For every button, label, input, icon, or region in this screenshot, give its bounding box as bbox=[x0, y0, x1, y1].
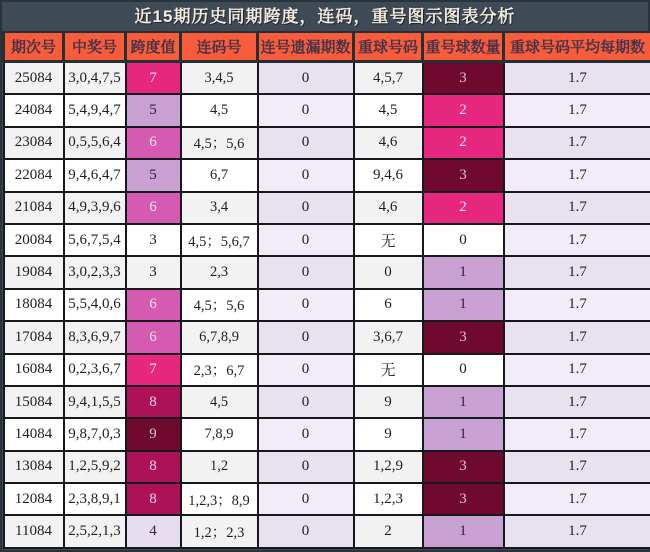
cell-span: 6 bbox=[126, 321, 181, 353]
cell-lianma: 4,5 bbox=[181, 386, 258, 418]
cell-win: 8,3,6,9,7 bbox=[64, 321, 126, 353]
cell-lianma: 2,3；6,7 bbox=[181, 354, 258, 386]
cell-win: 1,2,5,9,2 bbox=[64, 451, 126, 483]
cell-period: 25084 bbox=[4, 62, 64, 95]
cell-period: 17084 bbox=[4, 321, 64, 353]
cell-win: 3,0,2,3,3 bbox=[64, 256, 126, 288]
cell-period: 13084 bbox=[4, 451, 64, 483]
cell-miss: 0 bbox=[258, 418, 354, 450]
cell-avg: 1.7 bbox=[504, 127, 650, 159]
table-row bbox=[4, 321, 650, 353]
table-row bbox=[4, 354, 650, 386]
table-row bbox=[4, 62, 650, 95]
cell-win: 2,3,8,9,1 bbox=[64, 483, 126, 515]
cell-period: 14084 bbox=[4, 418, 64, 450]
cell-repeat: 1,2,9 bbox=[354, 451, 423, 483]
cell-avg: 1.7 bbox=[504, 192, 650, 224]
cell-miss: 0 bbox=[258, 224, 354, 256]
page-title: 近15期历史同期跨度，连码，重号图示图表分析 bbox=[2, 2, 648, 31]
cell-repeat: 9 bbox=[354, 386, 423, 418]
cell-repeat: 9 bbox=[354, 418, 423, 450]
cell-repeat_count: 2 bbox=[423, 127, 504, 159]
cell-win: 2,5,2,1,3 bbox=[64, 515, 126, 547]
cell-repeat: 1,2,3 bbox=[354, 483, 423, 515]
cell-win: 5,4,9,4,7 bbox=[64, 94, 126, 126]
table-row bbox=[4, 256, 650, 288]
cell-period: 12084 bbox=[4, 483, 64, 515]
cell-avg: 1.7 bbox=[504, 159, 650, 191]
cell-repeat: 9,4,6 bbox=[354, 159, 423, 191]
cell-miss: 0 bbox=[258, 256, 354, 288]
cell-lianma: 1,2 bbox=[181, 451, 258, 483]
table-row bbox=[4, 192, 650, 224]
cell-avg: 1.7 bbox=[504, 321, 650, 353]
cell-avg: 1.7 bbox=[504, 224, 650, 256]
cell-period: 24084 bbox=[4, 94, 64, 126]
table-row bbox=[4, 224, 650, 256]
cell-period: 22084 bbox=[4, 159, 64, 191]
table-row bbox=[4, 418, 650, 450]
cell-repeat_count: 1 bbox=[423, 386, 504, 418]
column-header-miss: 连号遗漏期数 bbox=[258, 32, 354, 62]
cell-miss: 0 bbox=[258, 451, 354, 483]
table-row bbox=[4, 483, 650, 515]
cell-win: 9,4,1,5,5 bbox=[64, 386, 126, 418]
header-row bbox=[4, 32, 650, 62]
cell-repeat_count: 1 bbox=[423, 515, 504, 547]
cell-win: 5,6,7,5,4 bbox=[64, 224, 126, 256]
cell-repeat_count: 1 bbox=[423, 418, 504, 450]
cell-repeat: 无 bbox=[354, 354, 423, 386]
cell-period: 23084 bbox=[4, 127, 64, 159]
cell-win: 9,4,6,4,7 bbox=[64, 159, 126, 191]
column-header-lianma: 连码号 bbox=[181, 32, 258, 62]
cell-win: 0,5,5,6,4 bbox=[64, 127, 126, 159]
cell-repeat: 2 bbox=[354, 515, 423, 547]
cell-repeat_count: 0 bbox=[423, 354, 504, 386]
cell-period: 20084 bbox=[4, 224, 64, 256]
cell-span: 5 bbox=[126, 159, 181, 191]
table-row bbox=[4, 386, 650, 418]
cell-repeat: 4,6 bbox=[354, 192, 423, 224]
cell-lianma: 1,2,3；8,9 bbox=[181, 483, 258, 515]
analysis-table bbox=[2, 31, 650, 549]
cell-miss: 0 bbox=[258, 321, 354, 353]
cell-avg: 1.7 bbox=[504, 386, 650, 418]
cell-span: 8 bbox=[126, 451, 181, 483]
cell-miss: 0 bbox=[258, 94, 354, 126]
column-header-repeat_count: 重号球数量 bbox=[423, 32, 504, 62]
cell-miss: 0 bbox=[258, 289, 354, 321]
cell-period: 11084 bbox=[4, 515, 64, 547]
cell-period: 15084 bbox=[4, 386, 64, 418]
cell-repeat: 无 bbox=[354, 224, 423, 256]
cell-miss: 0 bbox=[258, 127, 354, 159]
cell-avg: 1.7 bbox=[504, 515, 650, 547]
cell-lianma: 6,7,8,9 bbox=[181, 321, 258, 353]
cell-miss: 0 bbox=[258, 515, 354, 547]
cell-span: 9 bbox=[126, 418, 181, 450]
cell-span: 5 bbox=[126, 94, 181, 126]
cell-miss: 0 bbox=[258, 62, 354, 95]
cell-repeat_count: 3 bbox=[423, 451, 504, 483]
cell-lianma: 4,5；5,6 bbox=[181, 127, 258, 159]
cell-repeat_count: 3 bbox=[423, 62, 504, 95]
cell-repeat_count: 3 bbox=[423, 321, 504, 353]
cell-avg: 1.7 bbox=[504, 354, 650, 386]
table-row bbox=[4, 289, 650, 321]
cell-span: 8 bbox=[126, 386, 181, 418]
column-header-repeat: 重球号码 bbox=[354, 32, 423, 62]
cell-miss: 0 bbox=[258, 192, 354, 224]
cell-span: 6 bbox=[126, 289, 181, 321]
cell-repeat_count: 3 bbox=[423, 159, 504, 191]
cell-span: 4 bbox=[126, 515, 181, 547]
cell-lianma: 2,3 bbox=[181, 256, 258, 288]
cell-repeat: 3,6,7 bbox=[354, 321, 423, 353]
cell-repeat: 6 bbox=[354, 289, 423, 321]
column-header-avg: 重球号码平均每期数 bbox=[504, 32, 650, 62]
cell-span: 3 bbox=[126, 224, 181, 256]
table-row bbox=[4, 127, 650, 159]
cell-avg: 1.7 bbox=[504, 418, 650, 450]
cell-lianma: 7,8,9 bbox=[181, 418, 258, 450]
cell-lianma: 3,4,5 bbox=[181, 62, 258, 95]
cell-win: 4,9,3,9,6 bbox=[64, 192, 126, 224]
cell-repeat_count: 3 bbox=[423, 483, 504, 515]
cell-avg: 1.7 bbox=[504, 483, 650, 515]
column-header-span: 跨度值 bbox=[126, 32, 181, 62]
table-row bbox=[4, 451, 650, 483]
cell-avg: 1.7 bbox=[504, 62, 650, 95]
cell-avg: 1.7 bbox=[504, 256, 650, 288]
cell-win: 9,8,7,0,3 bbox=[64, 418, 126, 450]
cell-lianma: 4,5；5,6 bbox=[181, 289, 258, 321]
cell-lianma: 4,5；5,6,7 bbox=[181, 224, 258, 256]
cell-period: 16084 bbox=[4, 354, 64, 386]
cell-span: 8 bbox=[126, 483, 181, 515]
cell-miss: 0 bbox=[258, 159, 354, 191]
cell-period: 18084 bbox=[4, 289, 64, 321]
cell-span: 6 bbox=[126, 192, 181, 224]
cell-period: 21084 bbox=[4, 192, 64, 224]
cell-miss: 0 bbox=[258, 386, 354, 418]
table-row bbox=[4, 159, 650, 191]
cell-period: 19084 bbox=[4, 256, 64, 288]
cell-repeat_count: 1 bbox=[423, 256, 504, 288]
table-row bbox=[4, 94, 650, 126]
cell-miss: 0 bbox=[258, 354, 354, 386]
cell-repeat_count: 1 bbox=[423, 289, 504, 321]
cell-win: 0,2,3,6,7 bbox=[64, 354, 126, 386]
cell-span: 3 bbox=[126, 256, 181, 288]
cell-span: 7 bbox=[126, 62, 181, 95]
cell-repeat_count: 2 bbox=[423, 94, 504, 126]
cell-avg: 1.7 bbox=[504, 289, 650, 321]
column-header-win: 中奖号 bbox=[64, 32, 126, 62]
cell-repeat: 4,5 bbox=[354, 94, 423, 126]
cell-repeat: 0 bbox=[354, 256, 423, 288]
cell-avg: 1.7 bbox=[504, 94, 650, 126]
cell-lianma: 6,7 bbox=[181, 159, 258, 191]
cell-lianma: 3,4 bbox=[181, 192, 258, 224]
cell-avg: 1.7 bbox=[504, 451, 650, 483]
cell-repeat_count: 0 bbox=[423, 224, 504, 256]
cell-lianma: 1,2；2,3 bbox=[181, 515, 258, 547]
table-row bbox=[4, 515, 650, 547]
cell-repeat: 4,6 bbox=[354, 127, 423, 159]
cell-repeat: 4,5,7 bbox=[354, 62, 423, 95]
cell-win: 3,0,4,7,5 bbox=[64, 62, 126, 95]
column-header-period: 期次号 bbox=[4, 32, 64, 62]
cell-win: 5,5,4,0,6 bbox=[64, 289, 126, 321]
cell-span: 6 bbox=[126, 127, 181, 159]
cell-miss: 0 bbox=[258, 483, 354, 515]
cell-repeat_count: 2 bbox=[423, 192, 504, 224]
cell-lianma: 4,5 bbox=[181, 94, 258, 126]
cell-span: 7 bbox=[126, 354, 181, 386]
